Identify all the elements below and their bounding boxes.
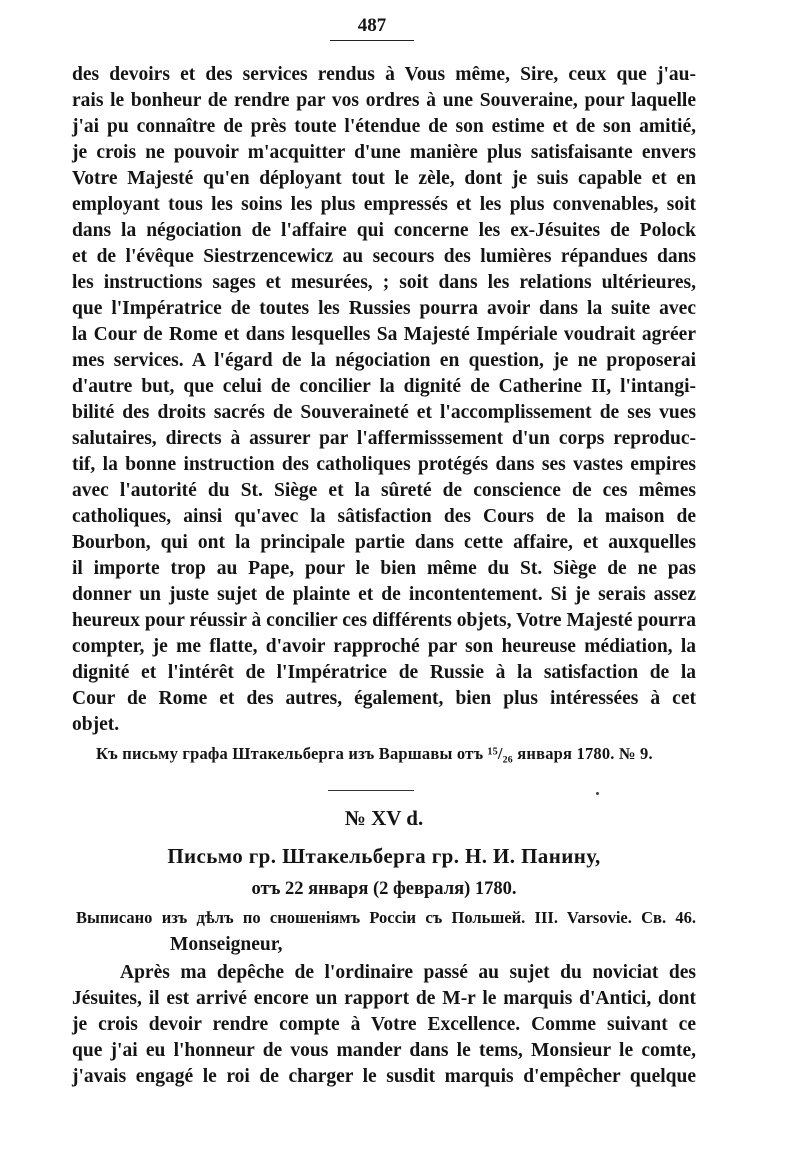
ink-speck bbox=[596, 792, 599, 795]
body-line: les instructions sages et mesurées, ; soit dans les relations ultérieures, bbox=[72, 272, 696, 293]
document-title: Письмо гр. Штакельберга гр. Н. И. Панину, bbox=[167, 844, 601, 868]
body-line: rais le bonheur de rendre par vos ordres à une Souveraine, pour laquelle bbox=[72, 90, 696, 111]
header-rule bbox=[330, 40, 414, 41]
body-line: tif, la bonne instruction des catholiques protégés dans ses vastes empires bbox=[72, 454, 696, 475]
page-number: 487 bbox=[357, 15, 387, 36]
body-line: Cour de Rome et des autres, également, bien plus intéressées à cet bbox=[72, 688, 696, 709]
body-line: compter, je me flatte, d'avoir rapproché par son heureuse médiation, la bbox=[72, 636, 696, 657]
body-line: catholiques, ainsi qu'avec la sâtisfaction des Cours de la maison de bbox=[72, 506, 696, 527]
body-line: des devoirs et des services rendus à Vous même, Sire, ceux que j'au- bbox=[72, 64, 696, 85]
body-line: heureux pour réussir à concilier ces différents objets, Votre Majesté pourra bbox=[72, 610, 696, 631]
body-line: salutaires, directs à assurer par l'affermisssement d'un corps reproduc- bbox=[72, 428, 696, 449]
document-source: Выписано изъ дѣлъ по сношеніямъ Россіи съ Польшей. III. Varsovie. Св. 46. bbox=[76, 908, 696, 927]
letter-line: j'avais engagé le roi de charger le susdit marquis d'empêcher quelque bbox=[72, 1066, 696, 1087]
body-line: je crois ne pouvoir m'acquitter d'une manière plus satisfaisante envers bbox=[72, 142, 696, 163]
body-line: Bourbon, qui ont la principale partie dans cette affaire, et auxquelles bbox=[72, 532, 696, 553]
body-line: objet. bbox=[72, 714, 120, 735]
body-line: il importe trop au Pape, pour le bien même du St. Siège de ne pas bbox=[72, 558, 696, 579]
body-line: mes services. A l'égard de la négociation en question, je ne proposerai bbox=[72, 350, 696, 371]
section-divider bbox=[328, 790, 414, 791]
body-line: employant tous les soins les plus empressés et les plus convenables, soit bbox=[72, 194, 696, 215]
body-line: j'ai pu connaître de près toute l'étendue de son estime et de son amitié, bbox=[72, 116, 696, 137]
letter-line: Jésuites, il est arrivé encore un rapport de M-r le marquis d'Antici, dont bbox=[72, 988, 696, 1009]
letter-line: Après ma depêche de l'ordinaire passé au sujet du noviciat des bbox=[120, 962, 696, 983]
body-line: d'autre but, que celui de concilier la dignité de Catherine II, l'intangi- bbox=[72, 376, 696, 397]
salutation: Monseigneur, bbox=[170, 934, 283, 955]
reference-note: Къ письму графа Штакельберга изъ Варшавы отъ ¹⁵/₂₆ января 1780. № 9. bbox=[96, 744, 653, 763]
body-line: que l'Impératrice de toutes les Russies pourra avoir dans la suite avec bbox=[72, 298, 696, 319]
document-date: отъ 22 января (2 февраля) 1780. bbox=[251, 879, 517, 899]
body-line: dignité et l'intérêt de l'Impératrice de Russie à la satisfaction de la bbox=[72, 662, 696, 683]
document-number: № XV d. bbox=[344, 806, 424, 830]
body-line: donner un juste sujet de plainte et de incontentement. Si je serais assez bbox=[72, 584, 696, 605]
letter-line: que j'ai eu l'honneur de vous mander dans le tems, Monsieur le comte, bbox=[72, 1040, 696, 1061]
letter-line: je crois devoir rendre compte à Votre Excellence. Comme suivant ce bbox=[72, 1014, 696, 1035]
body-line: Votre Majesté qu'en déployant tout le zèle, dont je suis capable et en bbox=[72, 168, 696, 189]
body-line: dans la négociation de l'affaire qui concerne les ex-Jésuites de Polock bbox=[72, 220, 696, 241]
body-line: la Cour de Rome et dans lesquelles Sa Majesté Impériale voudrait agréer bbox=[72, 324, 696, 345]
body-line: avec l'autorité du St. Siège et la sûreté de conscience de ces mêmes bbox=[72, 480, 696, 501]
body-line: et de l'évêque Siestrzencewicz au secours des lumières répandues dans bbox=[72, 246, 696, 267]
body-line: bilité des droits sacrés de Souveraineté et l'accomplissement de ses vues bbox=[72, 402, 696, 423]
